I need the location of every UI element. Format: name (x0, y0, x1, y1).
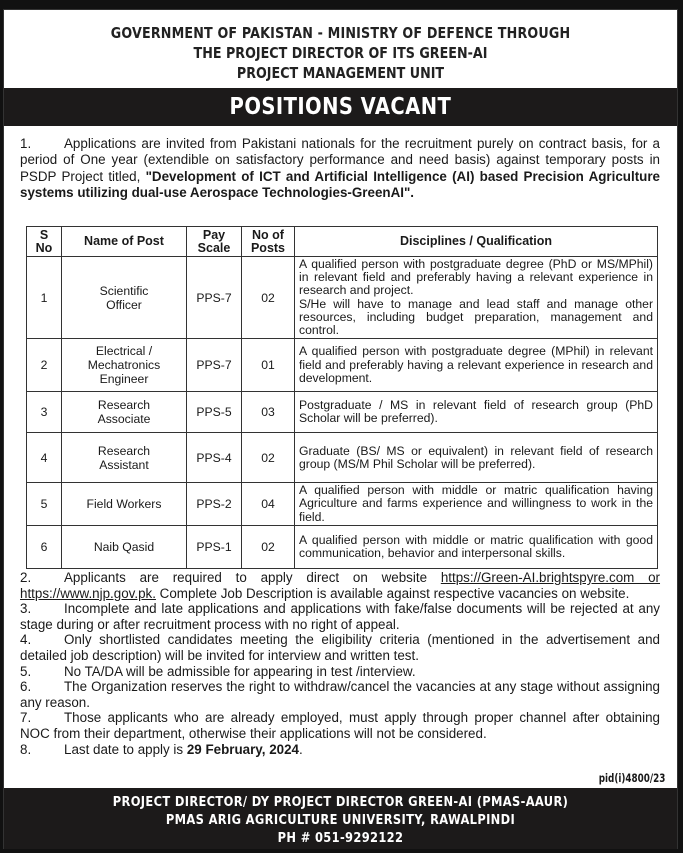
project-title: "Development of ICT and Artificial Intelligence (AI) based Precision Agriculture systems utilizing dual-use Aerospace Technologies-GreenAI". (20, 168, 660, 201)
note-number: 6. (20, 679, 32, 695)
note-text-end: Complete Job Description is available against respective vacancies on website. (155, 585, 630, 601)
note-4 (20, 632, 660, 663)
cell-post: Field Workers (62, 483, 187, 526)
cell-scale: PPS-5 (187, 392, 242, 433)
notes (20, 570, 660, 757)
footer (4, 788, 677, 849)
table-row (27, 392, 658, 433)
cell-qualification: A qualified person with postgraduate degree (MPhil) in relevant field and preferably having a relevant experience in research and development. (295, 339, 658, 392)
banner-title: POSITIONS VACANT (229, 94, 452, 120)
qualification-text: A qualified person with postgraduate degree (PhD or MS/MPhil) in relevant field and preferably having a relevant experience in research and project. (299, 257, 653, 298)
note-text: Applicants are required to apply direct on website (64, 570, 441, 585)
cell-scale: PPS-2 (187, 483, 242, 526)
intro-number: 1. (20, 136, 32, 151)
note-6 (20, 679, 660, 710)
cell-qualification: A qualified person with middle or matric qualification with good communication, behavior and interpersonal skills. (295, 525, 658, 568)
cell-scale: PPS-4 (187, 433, 242, 483)
cell-qualification: Postgraduate / MS in relevant field of research group (PhD Scholar will be preferred). (295, 392, 658, 433)
note-number: 7. (20, 710, 32, 726)
col-header-sno: S No (27, 227, 62, 257)
cell-posts: 01 (242, 339, 295, 392)
table-row (27, 433, 658, 483)
note-3 (20, 601, 660, 632)
cell-scale: PPS-7 (187, 257, 242, 339)
note-text: The Organization reserves the right to withdraw/cancel the vacancies at any stage without assigning any reason. (20, 679, 660, 710)
cell-sno: 6 (27, 525, 62, 568)
table-row (27, 525, 658, 568)
note-8 (20, 742, 660, 758)
col-header-scale: Pay Scale (187, 227, 242, 257)
cell-qualification: Graduate (BS/ MS or equivalent) in relevant field of research group (MS/M Phil Scholar will be preferred). (295, 433, 658, 483)
cell-sno: 5 (27, 483, 62, 526)
header-line-1: GOVERNMENT OF PAKISTAN - MINISTRY OF DEFENCE THROUGH (110, 24, 571, 42)
cell-sno: 2 (27, 339, 62, 392)
footer-line-2: PMAS ARIG AGRICULTURE UNIVERSITY, RAWALPINDI (165, 812, 516, 828)
positions-vacant-banner (4, 88, 677, 126)
col-header-posts: No of Posts (242, 227, 295, 257)
pid-number: pid(i)4800/23 (598, 771, 665, 785)
note-2 (20, 570, 660, 601)
table-row (27, 339, 658, 392)
intro-paragraph (20, 136, 660, 202)
cell-post: Naib Qasid (62, 525, 187, 568)
intro-text: Applications are invited from Pakistani nationals for the recruitment purely on contract basis, for a period of One year (extendible on satisfactory performance and need basis) against temporary posts in PSDP Project titled, (20, 136, 660, 184)
note-number: 8. (20, 741, 32, 757)
col-header-post: Name of Post (62, 227, 187, 257)
header-line-2: THE PROJECT DIRECTOR OF ITS GREEN-AI (193, 44, 488, 62)
cell-sno: 3 (27, 392, 62, 433)
cell-scale: PPS-1 (187, 525, 242, 568)
cell-post: Research Assistant (62, 433, 187, 483)
cell-posts: 04 (242, 483, 295, 526)
note-number: 5. (20, 663, 32, 679)
note-text: Incomplete and late applications and applications with fake/false documents will be rejected at any stage during or after recruitment process with no right of appeal. (20, 601, 660, 632)
last-date: 29 February, 2024 (186, 741, 299, 757)
note-text: No TA/DA will be admissible for appearing in test /interview. (64, 663, 416, 679)
qualification-text-2: S/He will have to manage and lead staff and manage other resources, including budget preparation, management and control. (299, 296, 653, 338)
footer-line-1: PROJECT DIRECTOR/ DY PROJECT DIRECTOR GREEN-AI (PMAS-AAUR) (112, 794, 569, 810)
col-header-qualification: Disciplines / Qualification (295, 227, 658, 257)
cell-qualification (295, 257, 658, 339)
note-number: 2. (20, 570, 32, 585)
note-text: Only shortlisted candidates meeting the eligibility criteria (mentioned in the advertisement and detailed job description) will be invited for interview and written test. (20, 632, 660, 663)
cell-posts: 02 (242, 433, 295, 483)
advertisement-page (3, 9, 678, 849)
header-line-3: PROJECT MANAGEMENT UNIT (236, 64, 445, 82)
cell-sno: 1 (27, 257, 62, 339)
table-row (27, 483, 658, 526)
cell-posts: 02 (242, 257, 295, 339)
cell-posts: 03 (242, 392, 295, 433)
cell-qualification: A qualified person with middle or matric qualification having Agriculture and farms experience and willingness to work in the field. (295, 483, 658, 526)
note-text: Those applicants who are already employed, must apply through proper channel after obtaining NOC from their department, otherwise their applications will not be considered. (20, 710, 660, 741)
note-number: 3. (20, 601, 32, 617)
note-7 (20, 710, 660, 741)
positions-table (26, 226, 658, 569)
table-row (27, 257, 658, 339)
cell-post: Scientific Officer (62, 257, 187, 339)
cell-post: Research Associate (62, 392, 187, 433)
cell-scale: PPS-7 (187, 339, 242, 392)
table-header-row (27, 227, 658, 257)
note-text-end: . (298, 741, 303, 757)
cell-post: Electrical / Mechatronics Engineer (62, 339, 187, 392)
note-text: Last date to apply is (64, 741, 187, 757)
note-number: 4. (20, 632, 32, 648)
website-link[interactable]: https://Green-AI.brightspyre.com or https://www.njp.gov.pk. (20, 570, 661, 601)
header (4, 10, 677, 88)
footer-line-3: PH # 051-9292122 (277, 830, 404, 846)
cell-sno: 4 (27, 433, 62, 483)
cell-posts: 02 (242, 525, 295, 568)
note-5 (20, 664, 660, 680)
